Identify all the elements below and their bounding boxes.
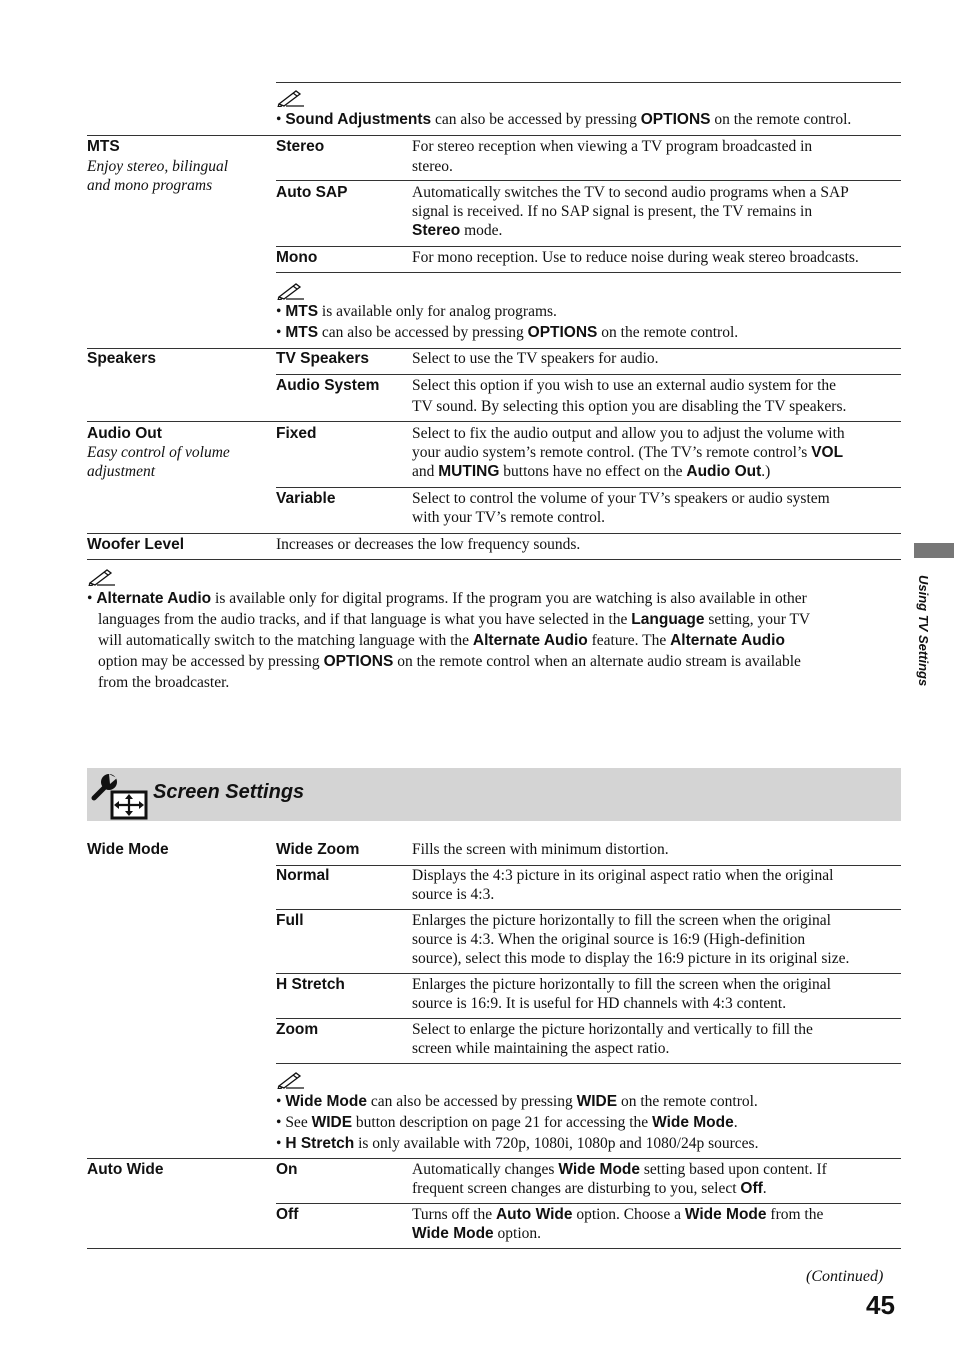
note-alternate-audio: from the broadcaster. — [98, 674, 230, 691]
divider — [276, 487, 901, 488]
option-label-tv-speakers: TV Speakers — [276, 350, 370, 367]
row-title-wide-mode: Wide Mode — [87, 841, 169, 858]
screen-settings-icon — [90, 772, 150, 820]
section-title-screen-settings: Screen Settings — [153, 781, 305, 803]
option-desc: Fills the screen with minimum distortion. — [412, 841, 669, 858]
divider — [276, 1018, 901, 1019]
option-label-on: On — [276, 1161, 298, 1178]
option-desc: For stereo reception when viewing a TV program broadcasted in — [412, 138, 813, 155]
option-desc: source), select this mode to display the 16:9 picture in its original size. — [412, 950, 850, 967]
row-subtitle: Easy control of volume — [87, 444, 230, 461]
option-label-wide-zoom: Wide Zoom — [276, 841, 360, 858]
option-desc: Select to control the volume of your TV’s speakers or audio system — [412, 490, 830, 507]
divider — [87, 1248, 901, 1249]
divider — [87, 421, 901, 422]
divider — [276, 82, 901, 83]
note-alternate-audio: will automatically switch to the matching language with the Alternate Audio feature. The Alternate Audio — [98, 632, 785, 649]
note-pencil-icon — [87, 566, 117, 586]
note-alternate-audio: languages from the audio tracks, and if that language is what you have selected in the Language setting, your TV — [98, 611, 811, 628]
option-label-audio-system: Audio System — [276, 377, 380, 394]
divider — [276, 246, 901, 247]
divider — [276, 272, 901, 273]
option-desc: Increases or decreases the low frequency sounds. — [276, 536, 581, 553]
note-pencil-icon — [276, 87, 306, 107]
row-title-mts: MTS — [87, 138, 120, 155]
option-desc: Select to fix the audio output and allow you to adjust the volume with — [412, 425, 845, 442]
option-desc: and MUTING buttons have no effect on the Audio Out.) — [412, 463, 771, 480]
option-desc: frequent screen changes are disturbing to you, select Off. — [412, 1180, 767, 1197]
note-sound-adjustments: • Sound Adjustments can also be accessed by pressing OPTIONS on the remote control. — [276, 111, 852, 128]
option-label-stereo: Stereo — [276, 138, 325, 155]
option-label-mono: Mono — [276, 249, 318, 266]
option-desc: stereo. — [412, 158, 453, 175]
option-desc: Wide Mode option. — [412, 1225, 542, 1242]
option-desc: Turns off the Auto Wide option. Choose a Wide Mode from the — [412, 1206, 824, 1223]
note-wide-mode: • H Stretch is only available with 720p, 1080i, 1080p and 1080/24p sources. — [276, 1135, 759, 1152]
option-desc: Automatically switches the TV to second audio programs when a SAP — [412, 184, 849, 201]
note-wide-mode: • Wide Mode can also be accessed by pressing WIDE on the remote control. — [276, 1093, 758, 1110]
option-desc: Enlarges the picture horizontally to fill the screen when the original — [412, 976, 831, 993]
option-label-auto-sap: Auto SAP — [276, 184, 348, 201]
row-subtitle: and mono programs — [87, 177, 213, 194]
option-desc: TV sound. By selecting this option you are disabling the TV speakers. — [412, 398, 847, 415]
option-desc: Automatically changes Wide Mode setting based upon content. If — [412, 1161, 827, 1178]
option-desc: source is 4:3. — [412, 886, 495, 903]
side-tab-marker — [914, 543, 954, 558]
option-label-fixed: Fixed — [276, 425, 317, 442]
option-desc: screen while maintaining the aspect ratio. — [412, 1040, 670, 1057]
note-alternate-audio: option may be accessed by pressing OPTIONS on the remote control when an alternate audio stream is available — [98, 653, 801, 670]
row-title-woofer-level: Woofer Level — [87, 536, 185, 553]
option-desc: source is 16:9. It is useful for HD channels with 4:3 content. — [412, 995, 787, 1012]
row-title-audio-out: Audio Out — [87, 425, 162, 442]
note-wide-mode: • See WIDE button description on page 21 for accessing the Wide Mode. — [276, 1114, 738, 1131]
continued-label: (Continued) — [806, 1268, 884, 1285]
divider — [276, 180, 901, 181]
option-label-off: Off — [276, 1206, 299, 1223]
option-desc: Select to use the TV speakers for audio. — [412, 350, 659, 367]
note-mts: • MTS can also be accessed by pressing OPTIONS on the remote control. — [276, 324, 739, 341]
note-pencil-icon — [276, 280, 306, 300]
option-desc: Enlarges the picture horizontally to fill the screen when the original — [412, 912, 831, 929]
divider — [87, 559, 901, 560]
option-desc: Select this option if you wish to use an external audio system for the — [412, 377, 837, 394]
option-desc: source is 4:3. When the original source is 16:9 (High-definition — [412, 931, 806, 948]
row-subtitle: Enjoy stereo, bilingual — [87, 158, 229, 175]
divider — [276, 973, 901, 974]
row-title-speakers: Speakers — [87, 350, 156, 367]
option-desc: For mono reception. Use to reduce noise during weak stereo broadcasts. — [412, 249, 859, 266]
divider — [276, 1063, 901, 1064]
row-subtitle: adjustment — [87, 463, 156, 480]
option-label-full: Full — [276, 912, 304, 929]
side-tab-label: Using TV Settings — [916, 575, 931, 687]
divider — [276, 909, 901, 910]
option-desc: your audio system’s remote control. (The TV’s remote control’s VOL — [412, 444, 844, 461]
note-alternate-audio: • Alternate Audio is available only for digital programs. If the program you are watching is also available in other — [87, 590, 807, 607]
option-desc: Select to enlarge the picture horizontally and vertically to fill the — [412, 1021, 813, 1038]
page-number: 45 — [866, 1290, 895, 1320]
option-label-variable: Variable — [276, 490, 336, 507]
divider — [87, 135, 901, 136]
divider — [87, 533, 901, 534]
option-label-normal: Normal — [276, 867, 330, 884]
note-mts: • MTS is available only for analog programs. — [276, 303, 557, 320]
option-desc: Displays the 4:3 picture in its original aspect ratio when the original — [412, 867, 834, 884]
divider — [276, 1203, 901, 1204]
option-label-h-stretch: H Stretch — [276, 976, 345, 993]
option-label-zoom: Zoom — [276, 1021, 319, 1038]
divider — [87, 1158, 901, 1159]
option-desc: signal is received. If no SAP signal is present, the TV remains in — [412, 203, 813, 220]
option-desc: Stereo mode. — [412, 222, 503, 239]
note-pencil-icon — [276, 1069, 306, 1089]
option-desc: with your TV’s remote control. — [412, 509, 606, 526]
row-title-auto-wide: Auto Wide — [87, 1161, 164, 1178]
divider — [276, 374, 901, 375]
